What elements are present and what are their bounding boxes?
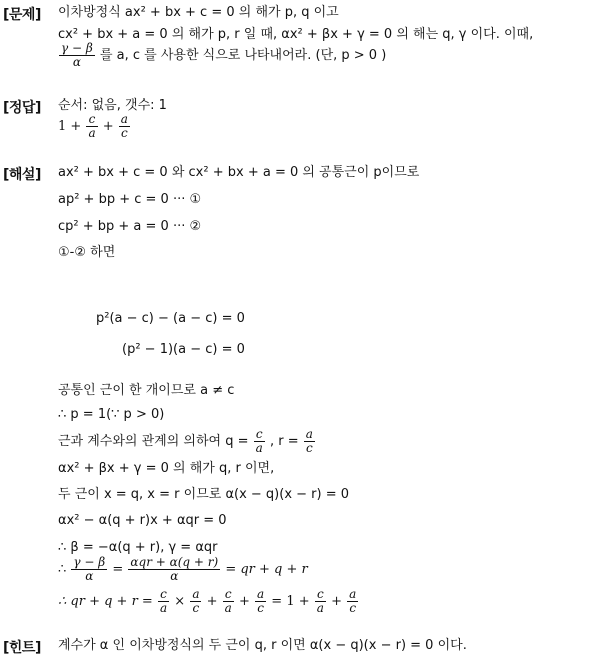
sum-fraction-3 bbox=[223, 588, 234, 615]
plus-sign: + bbox=[102, 119, 114, 134]
sum-lead: ∴ qr + q + r = bbox=[58, 594, 153, 609]
fraction-numerator: a bbox=[192, 587, 200, 601]
explanation-label: [해설] bbox=[3, 167, 41, 183]
equals-sign: = bbox=[112, 562, 124, 577]
times-sign: × bbox=[174, 594, 186, 609]
explanation-line-11: ∴ β = −α(q + r), γ = αqr bbox=[58, 540, 218, 555]
fraction-numerator: c bbox=[160, 587, 167, 601]
ratio-result: = qr + q + r bbox=[225, 562, 308, 577]
fraction-denominator: a bbox=[224, 601, 232, 615]
equation-1: p²(a − c) − (a − c) = 0 bbox=[96, 311, 245, 326]
fraction-denominator: α bbox=[128, 569, 220, 583]
explanation-line-1: ax² + bx + c = 0 와 cx² + bx + a = 0 의 공통근이 p이므로 bbox=[58, 165, 420, 180]
problem-line-3 bbox=[58, 42, 386, 69]
fraction-denominator: c bbox=[304, 441, 315, 455]
answer-lead: 1 + bbox=[58, 119, 82, 134]
explanation-line-12 bbox=[58, 556, 308, 583]
plus-sign: + bbox=[331, 594, 342, 609]
sum-fraction-2 bbox=[190, 588, 201, 615]
explanation-line-3: cp² + bp + a = 0 ··· ② bbox=[58, 219, 202, 234]
answer-line-2 bbox=[58, 113, 131, 140]
problem-line-3-text: 를 a, c 를 사용한 식으로 나타내어라. (단, p > 0 ) bbox=[99, 48, 387, 63]
fraction-denominator: α bbox=[59, 55, 95, 69]
problem-fraction bbox=[59, 42, 95, 69]
problem-line-1: 이차방정식 ax² + bx + c = 0 의 해가 p, q 이고 bbox=[58, 5, 339, 20]
sum-fraction-1 bbox=[158, 588, 169, 615]
fraction-denominator: a bbox=[159, 601, 168, 615]
hint-text: 계수가 α 인 이차방정식의 두 근이 q, r 이면 α(x − q)(x − r) = 0 이다. bbox=[58, 638, 467, 653]
ratio-fraction-1 bbox=[71, 556, 107, 583]
relation-fraction-2 bbox=[304, 428, 315, 455]
fraction-numerator: c bbox=[316, 587, 324, 601]
fraction-numerator: γ − β bbox=[73, 555, 106, 569]
fraction-numerator: a bbox=[257, 587, 265, 601]
plus-sign: + bbox=[206, 594, 218, 609]
sum-equals: = 1 + bbox=[271, 594, 310, 609]
fraction-denominator: α bbox=[71, 569, 107, 583]
fraction-denominator: c bbox=[119, 126, 130, 140]
answer-line-1: 순서: 없음, 갯수: 1 bbox=[58, 98, 167, 113]
fraction-numerator: a bbox=[120, 112, 128, 126]
explanation-line-8: αx² + βx + γ = 0 의 해가 q, r 이면, bbox=[58, 461, 275, 476]
explanation-line-10: αx² − α(q + r)x + αqr = 0 bbox=[58, 513, 227, 528]
fraction-denominator: a bbox=[88, 126, 96, 140]
explanation-line-7 bbox=[58, 428, 316, 455]
fraction-denominator: c bbox=[255, 601, 266, 615]
sum-fraction-4 bbox=[255, 588, 266, 615]
problem-label: [문제] bbox=[3, 7, 41, 23]
answer-fraction-1 bbox=[86, 113, 97, 140]
sum-fraction-5 bbox=[315, 588, 326, 615]
explanation-line-4: ①-② 하면 bbox=[58, 245, 116, 260]
fraction-numerator: c bbox=[224, 587, 232, 601]
fraction-numerator: γ − β bbox=[61, 41, 93, 55]
ratio-fraction-2 bbox=[128, 556, 220, 583]
explanation-line-5: 공통인 근이 한 개이므로 a ≠ c bbox=[58, 383, 235, 398]
fraction-denominator: a bbox=[316, 601, 324, 615]
explanation-line-6: ∴ p = 1(∵ p > 0) bbox=[58, 407, 165, 422]
therefore-sign: ∴ bbox=[58, 562, 67, 577]
equation-2: (p² − 1)(a − c) = 0 bbox=[122, 342, 245, 357]
fraction-numerator: a bbox=[305, 427, 313, 441]
explanation-line-2: ap² + bp + c = 0 ··· ① bbox=[58, 192, 202, 207]
explanation-line-13 bbox=[58, 588, 359, 615]
sum-fraction-6 bbox=[347, 588, 358, 615]
fraction-numerator: αqr + α(q + r) bbox=[130, 555, 219, 569]
answer-fraction-2 bbox=[119, 113, 130, 140]
fraction-numerator: c bbox=[88, 112, 96, 126]
hint-label: [힌트] bbox=[3, 640, 41, 656]
relation-fraction-1 bbox=[254, 428, 265, 455]
explanation-line-9: 두 근이 x = q, x = r 이므로 α(x − q)(x − r) = 0 bbox=[58, 487, 350, 502]
relation-mid: , r = bbox=[269, 434, 299, 449]
fraction-denominator: c bbox=[347, 601, 358, 615]
answer-label: [정답] bbox=[3, 100, 41, 116]
fraction-denominator: c bbox=[190, 601, 201, 615]
problem-line-2: cx² + bx + a = 0 의 해가 p, r 일 때, αx² + βx + γ = 0 의 해는 q, γ 이다. 이때, bbox=[58, 27, 534, 42]
plus-sign: + bbox=[238, 594, 250, 609]
relation-text: 근과 계수와의 관계의 의하여 q = bbox=[58, 434, 249, 449]
fraction-denominator: a bbox=[255, 441, 263, 455]
fraction-numerator: a bbox=[349, 587, 357, 601]
fraction-numerator: c bbox=[255, 427, 263, 441]
